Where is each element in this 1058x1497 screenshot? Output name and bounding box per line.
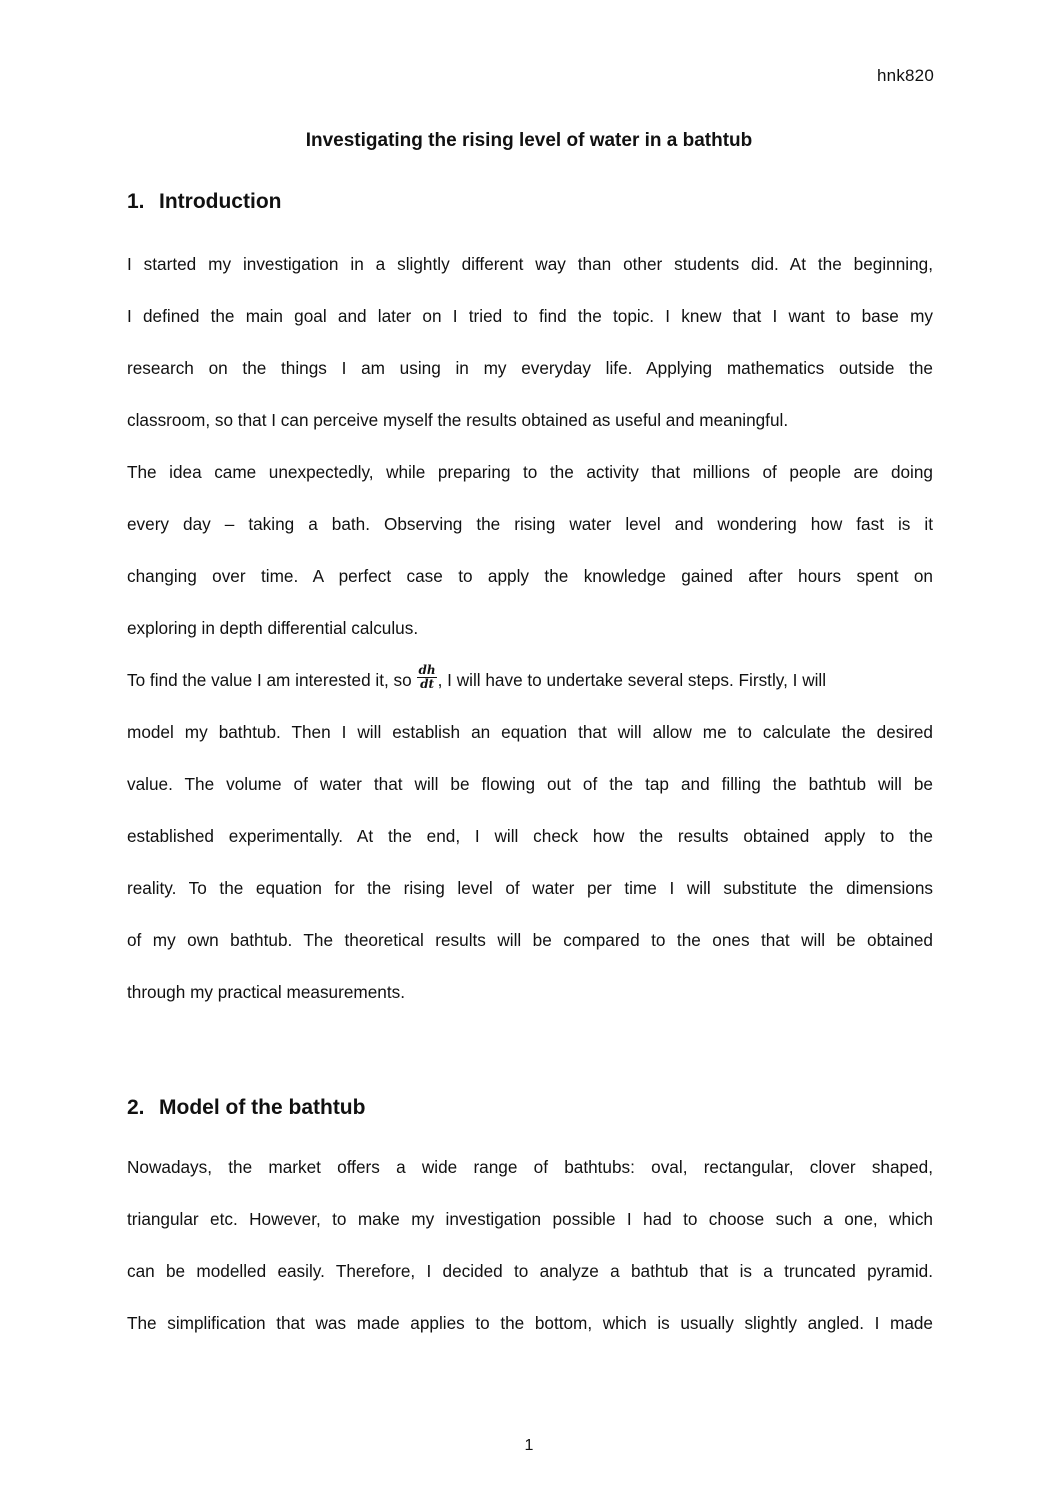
text-line: changing over time. A perfect case to apply the knowledge gained after hours spent on — [127, 566, 933, 586]
section-number: 1. — [127, 190, 145, 213]
section-number: 2. — [127, 1096, 145, 1119]
text-segment: , I will have to undertake several steps. Firstly, I will — [437, 670, 827, 690]
text-line: The idea came unexpectedly, while preparing to the activity that millions of people are doing — [127, 462, 933, 482]
text-line: every day – taking a bath. Observing the rising water level and wondering how fast is it — [127, 514, 933, 534]
document-title: Investigating the rising level of water in a bathtub — [305, 130, 753, 151]
text-line-with-fraction — [127, 654, 933, 706]
text-line: exploring in depth differential calculus. — [127, 618, 419, 638]
text-line: of my own bathtub. The theoretical results will be compared to the ones that will be obtained — [127, 930, 933, 950]
text-line: reality. To the equation for the rising level of water per time I will substitute the dimensions — [127, 878, 933, 898]
section-heading-model — [127, 1096, 365, 1120]
section-title: Model of the bathtub — [159, 1096, 366, 1119]
text-line: Nowadays, the market offers a wide range of bathtubs: oval, rectangular, clover shaped, — [127, 1157, 933, 1177]
derivative-fraction — [417, 664, 436, 691]
text-line: The simplification that was made applies to the bottom, which is usually slightly angled. I made — [127, 1313, 933, 1333]
text-line: model my bathtub. Then I will establish an equation that will allow me to calculate the desired — [127, 722, 933, 742]
introduction-body — [127, 238, 933, 1018]
text-line: established experimentally. At the end, I will check how the results obtained apply to the — [127, 826, 933, 846]
fraction-numerator: dh — [418, 662, 436, 677]
text-line: through my practical measurements. — [127, 982, 405, 1002]
text-line: classroom, so that I can perceive myself the results obtained as useful and meaningful. — [127, 410, 789, 430]
text-line: I started my investigation in a slightly different way than other students did. At the beginning, — [127, 254, 933, 274]
page-number: 1 — [524, 1437, 534, 1454]
text-line: value. The volume of water that will be flowing out of the tap and filling the bathtub will be — [127, 774, 933, 794]
fraction-denominator: dt — [420, 676, 435, 691]
section-title: Introduction — [159, 190, 282, 213]
text-line: research on the things I am using in my everyday life. Applying mathematics outside the — [127, 358, 933, 378]
section-heading-introduction — [127, 190, 281, 214]
text-line: triangular etc. However, to make my investigation possible I had to choose such a one, which — [127, 1209, 933, 1229]
text-segment: To find the value I am interested it, so — [127, 670, 412, 690]
model-body — [127, 1141, 933, 1349]
text-line: can be modelled easily. Therefore, I decided to analyze a bathtub that is a truncated pyramid. — [127, 1261, 933, 1281]
document-id: hnk820 — [877, 66, 934, 85]
text-line: I defined the main goal and later on I tried to find the topic. I knew that I want to base my — [127, 306, 933, 326]
